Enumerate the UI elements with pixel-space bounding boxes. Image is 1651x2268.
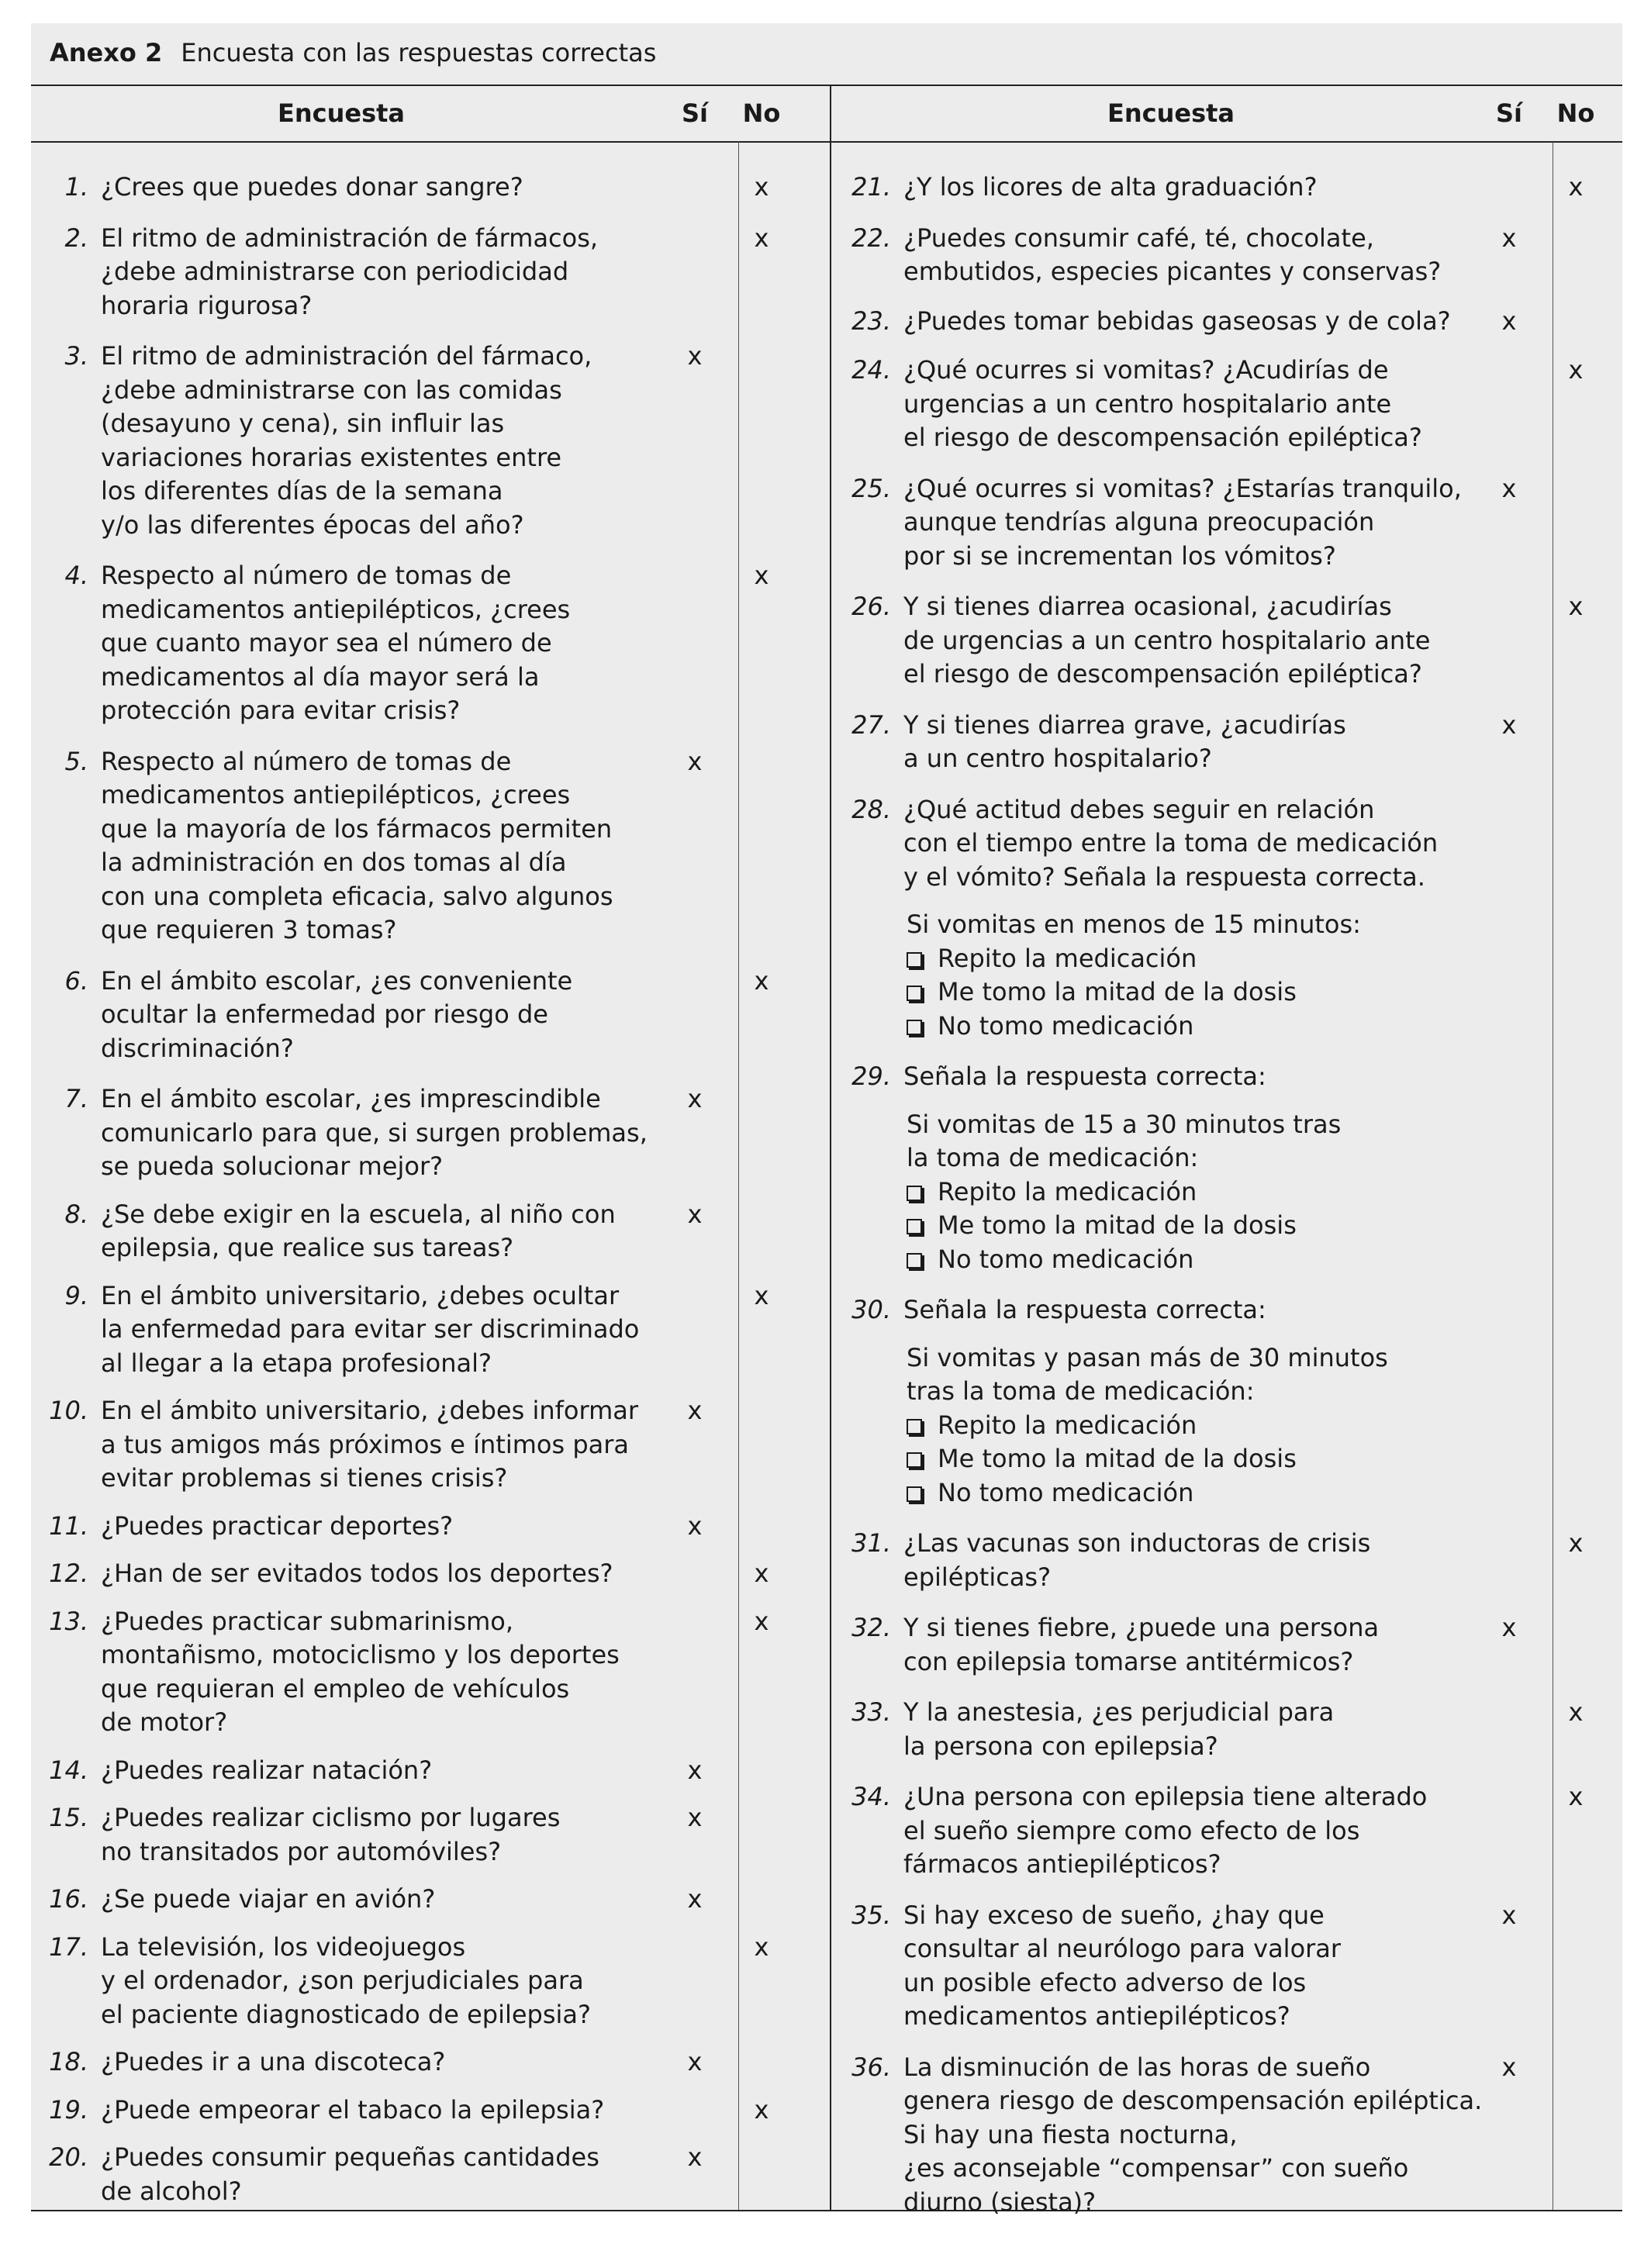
question-text xyxy=(101,965,807,1066)
question-text-line: Y si tienes diarrea grave, ¿acudirías xyxy=(903,709,1346,740)
question-text-line: ¿Puedes realizar ciclismo por lugares xyxy=(101,1803,561,1832)
question-number: 30. xyxy=(851,1295,891,1324)
question-text-line: horaria rigurosa? xyxy=(101,290,313,320)
question-text-line: que cuanto mayor sea el número de xyxy=(101,628,552,658)
si-mark: x xyxy=(687,1084,703,1113)
option-item xyxy=(907,1409,1622,1443)
no-mark: x xyxy=(1568,1528,1584,1558)
question-text-line: ¿Puedes realizar natación? xyxy=(101,1755,433,1785)
question-number: 28. xyxy=(851,794,891,824)
question-number: 14. xyxy=(49,1755,88,1785)
question-text-line: ¿Puedes tomar bebidas gaseosas y de cola? xyxy=(903,306,1451,336)
si-mark: x xyxy=(687,1199,703,1229)
option-item xyxy=(907,1442,1622,1476)
question-number: 26. xyxy=(851,592,891,621)
option-label: Repito la medicación xyxy=(938,1176,1197,1206)
question-row xyxy=(31,2045,807,2080)
left-question-column xyxy=(31,171,807,2208)
question-number: 34. xyxy=(851,1782,891,1811)
question-text-line: En el ámbito escolar, ¿es imprescindible xyxy=(101,1084,601,1113)
question-text xyxy=(903,793,1622,895)
question-text-line: Si hay exceso de sueño, ¿hay que xyxy=(903,1900,1325,1930)
question-number: 31. xyxy=(851,1528,891,1558)
question-text-line: un posible efecto adverso de los xyxy=(903,1967,1307,1997)
question-text-line: ¿Una persona con epilepsia tiene alterado xyxy=(903,1782,1428,1811)
question-row xyxy=(834,1060,1622,1276)
si-mark: x xyxy=(1501,2052,1517,2082)
question-text-line: urgencias a un centro hospitalario ante xyxy=(903,388,1392,419)
question-number: 33. xyxy=(851,1697,891,1727)
question-number: 17. xyxy=(49,1931,88,1962)
question-text xyxy=(101,1557,807,1591)
header-encuesta-right: Encuesta xyxy=(1107,98,1235,128)
no-mark: x xyxy=(754,965,769,996)
question-text xyxy=(903,1527,1622,1594)
question-row xyxy=(31,171,807,205)
question-text-line: ¿Puedes practicar deportes? xyxy=(101,1510,454,1541)
question-row xyxy=(31,1279,807,1381)
header-no-left: No xyxy=(742,98,781,128)
sub-question-line: Si vomitas en menos de 15 minutos: xyxy=(907,910,1361,939)
header-si-right: Sí xyxy=(1495,98,1522,128)
option-label: Me tomo la mitad de la dosis xyxy=(938,1444,1297,1473)
question-text-line: la enfermedad para evitar ser discriminado xyxy=(101,1314,640,1344)
question-text-line: discriminación? xyxy=(101,1033,294,1063)
question-text-line: por si se incrementan los vómitos? xyxy=(903,540,1336,571)
question-text-line: La disminución de las horas de sueño xyxy=(903,2052,1371,2082)
question-row xyxy=(31,965,807,1066)
no-mark: x xyxy=(754,1559,769,1588)
question-text-line: variaciones horarias existentes entre xyxy=(101,442,562,472)
question-number: 23. xyxy=(851,306,891,336)
question-text xyxy=(101,1605,807,1740)
question-row xyxy=(834,1696,1622,1763)
option-label: No tomo medicación xyxy=(938,1477,1194,1507)
si-mark: x xyxy=(687,1396,703,1425)
question-text-line: ¿Qué ocurres si vomitas? ¿Estarías tranquilo, xyxy=(903,473,1462,503)
question-text-line: con el tiempo entre la toma de medicación xyxy=(903,828,1439,858)
question-number: 12. xyxy=(49,1559,88,1588)
question-number: 20. xyxy=(49,2142,88,2172)
question-row xyxy=(31,1931,807,2032)
question-row xyxy=(31,1394,807,1496)
no-mark: x xyxy=(1568,592,1584,621)
question-row xyxy=(834,171,1622,205)
question-row xyxy=(31,1557,807,1591)
table-container xyxy=(31,23,1622,2217)
question-text-line: ¿debe administrarse con las comidas xyxy=(101,375,562,405)
question-number: 15. xyxy=(49,1803,88,1832)
no-mark: x xyxy=(1568,172,1584,202)
question-text-line: Y la anestesia, ¿es perjudicial para xyxy=(903,1697,1335,1727)
checkbox-icon xyxy=(907,952,922,968)
si-mark: x xyxy=(687,746,703,776)
question-row xyxy=(834,1527,1622,1594)
question-text-line: la administración en dos tomas al día xyxy=(101,847,567,877)
question-row xyxy=(834,709,1622,776)
question-text-line: ¿Qué ocurres si vomitas? ¿Acudirías de xyxy=(903,355,1389,385)
question-row xyxy=(834,1780,1622,1882)
header-top-rule xyxy=(31,85,1622,86)
option-label: Repito la medicación xyxy=(938,943,1197,973)
question-number: 3. xyxy=(64,341,88,371)
question-number: 16. xyxy=(49,1884,88,1914)
question-text xyxy=(903,1696,1622,1763)
question-number: 29. xyxy=(851,1062,891,1091)
question-text-line: se pueda solucionar mejor? xyxy=(101,1151,444,1181)
question-row xyxy=(31,1198,807,1265)
question-text-line: de urgencias a un centro hospitalario ante xyxy=(903,625,1431,655)
question-text-line: diurno (siesta)? xyxy=(903,2187,1097,2217)
question-text-line: En el ámbito escolar, ¿es conveniente xyxy=(101,965,573,996)
question-row xyxy=(31,2094,807,2128)
checkbox-icon xyxy=(907,1020,922,1035)
question-text-line: ¿Se debe exigir en la escuela, al niño con xyxy=(101,1199,616,1229)
question-text-line: Si hay una fiesta nocturna, xyxy=(903,2119,1238,2149)
question-text-line: el sueño siempre como efecto de los xyxy=(903,1815,1360,1845)
question-text-line: ¿debe administrarse con periodicidad xyxy=(101,257,569,286)
question-row xyxy=(31,1082,807,1184)
question-text-line: En el ámbito universitario, ¿debes informar xyxy=(101,1396,638,1425)
question-number: 7. xyxy=(64,1084,88,1113)
question-number: 19. xyxy=(49,2094,88,2125)
question-number: 18. xyxy=(49,2047,88,2076)
question-number: 6. xyxy=(64,965,88,996)
question-text-line: ¿Qué actitud debes seguir en relación xyxy=(903,794,1375,824)
question-row xyxy=(31,1754,807,1788)
no-mark: x xyxy=(754,1280,769,1310)
question-row xyxy=(31,222,807,323)
option-item xyxy=(907,942,1622,976)
question-number: 24. xyxy=(851,355,891,385)
si-mark: x xyxy=(1501,1613,1517,1642)
question-text-line: ¿es aconsejable “compensar” con sueño xyxy=(903,2153,1409,2183)
question-text-line: evitar problemas si tienes crisis? xyxy=(101,1463,508,1493)
question-text-line: ¿Y los licores de alta graduación? xyxy=(903,172,1318,202)
no-mark: x xyxy=(1568,1782,1584,1811)
option-item xyxy=(907,1209,1622,1243)
question-row xyxy=(31,1801,807,1869)
si-mark: x xyxy=(687,1803,703,1832)
question-text-line: embutidos, especies picantes y conservas? xyxy=(903,257,1442,286)
question-text-line: ¿Han de ser evitados todos los deportes? xyxy=(101,1559,613,1588)
question-number: 11. xyxy=(49,1510,88,1541)
header-si-left: Sí xyxy=(681,98,708,128)
question-row xyxy=(834,1293,1622,1510)
question-text-line: y el ordenador, ¿son perjudiciales para xyxy=(101,1966,584,1995)
question-row xyxy=(31,340,807,542)
si-mark: x xyxy=(687,2142,703,2172)
table-caption xyxy=(50,31,656,74)
question-number: 32. xyxy=(851,1613,891,1642)
checkbox-icon xyxy=(907,1253,922,1269)
question-text xyxy=(903,1293,1622,1327)
question-text xyxy=(903,171,1622,205)
question-number: 36. xyxy=(851,2052,891,2082)
question-text-line: ¿Puedes practicar submarinismo, xyxy=(101,1606,514,1636)
question-text-line: que la mayoría de los fármacos permiten xyxy=(101,813,613,844)
question-number: 2. xyxy=(64,223,88,253)
question-row xyxy=(31,1605,807,1740)
question-text-line: de alcohol? xyxy=(101,2176,242,2206)
question-text-line: ¿Puedes consumir pequeñas cantidades xyxy=(101,2142,599,2172)
question-row xyxy=(834,2051,1622,2220)
question-text xyxy=(903,1780,1622,1882)
no-mark: x xyxy=(1568,1697,1584,1727)
question-number: 35. xyxy=(851,1900,891,1930)
question-text-line: (desayuno y cena), sin influir las xyxy=(101,409,505,438)
sub-question-line: tras la toma de medicación: xyxy=(907,1376,1255,1406)
question-row xyxy=(834,1611,1622,1679)
no-mark: x xyxy=(754,561,769,590)
question-text-line: los diferentes días de la semana xyxy=(101,476,503,506)
question-row xyxy=(31,2141,807,2208)
option-label: Repito la medicación xyxy=(938,1410,1197,1440)
question-number: 9. xyxy=(64,1280,88,1310)
question-text-line: ocultar la enfermedad por riesgo de xyxy=(101,999,548,1029)
si-mark: x xyxy=(1501,306,1517,336)
sub-question-line: Si vomitas y pasan más de 30 minutos xyxy=(907,1342,1388,1372)
option-item xyxy=(907,1243,1622,1277)
question-text-line: ¿Las vacunas son inductoras de crisis xyxy=(903,1528,1371,1558)
checkbox-icon xyxy=(907,1486,922,1502)
caption-label: Anexo 2 xyxy=(50,38,163,67)
no-mark: x xyxy=(1568,355,1584,385)
question-text-line: a tus amigos más próximos e íntimos para xyxy=(101,1429,630,1459)
question-text-line: Respecto al número de tomas de xyxy=(101,561,512,590)
question-text xyxy=(101,2094,807,2128)
question-text-line: ¿Puedes ir a una discoteca? xyxy=(101,2047,446,2076)
question-text-line: Señala la respuesta correcta: xyxy=(903,1295,1266,1324)
option-label: Me tomo la mitad de la dosis xyxy=(938,977,1297,1006)
question-text-line: fármacos antiepilépticos? xyxy=(903,1849,1221,1879)
question-text-line: ¿Se puede viajar en avión? xyxy=(101,1884,436,1914)
question-number: 10. xyxy=(49,1396,88,1425)
question-text-line: El ritmo de administración de fármacos, xyxy=(101,223,599,253)
question-text-line: La televisión, los videojuegos xyxy=(101,1931,466,1962)
question-text-line: epilépticas? xyxy=(903,1562,1052,1592)
question-number: 25. xyxy=(851,473,891,503)
option-item xyxy=(907,1010,1622,1044)
question-text-line: y el vómito? Señala la respuesta correcta. xyxy=(903,861,1425,892)
question-number: 13. xyxy=(49,1606,88,1636)
question-text-line: medicamentos antiepilépticos, ¿crees xyxy=(101,780,571,810)
question-row xyxy=(31,745,807,948)
column-divider xyxy=(830,85,831,2211)
question-text-line: ¿Puedes consumir café, té, chocolate, xyxy=(903,223,1374,253)
si-mark: x xyxy=(687,341,703,371)
question-row xyxy=(834,1899,1622,2034)
question-text xyxy=(101,171,807,205)
question-text xyxy=(101,1931,807,2032)
checkbox-icon xyxy=(907,1452,922,1468)
question-number: 27. xyxy=(851,709,891,740)
question-text xyxy=(101,559,807,728)
checkbox-icon xyxy=(907,986,922,1001)
option-label: No tomo medicación xyxy=(938,1010,1194,1041)
no-mark: x xyxy=(754,1931,769,1962)
right-question-column xyxy=(834,171,1622,2219)
question-text-line: al llegar a la etapa profesional? xyxy=(101,1348,492,1378)
question-text-line: El ritmo de administración del fármaco, xyxy=(101,341,592,371)
answer-options xyxy=(907,1108,1622,1277)
question-number: 8. xyxy=(64,1199,88,1229)
question-text-line: con una completa eficacia, salvo algunos xyxy=(101,881,613,911)
question-row xyxy=(834,305,1622,339)
si-mark: x xyxy=(687,1884,703,1914)
si-mark: x xyxy=(1501,223,1517,253)
si-mark: x xyxy=(687,1510,703,1541)
question-text-line: no transitados por automóviles? xyxy=(101,1836,502,1866)
question-row xyxy=(834,472,1622,574)
question-text-line: medicamentos antiepilépticos, ¿crees xyxy=(101,594,571,624)
question-number: 4. xyxy=(64,561,88,590)
option-label: No tomo medicación xyxy=(938,1244,1194,1274)
question-number: 21. xyxy=(851,172,891,202)
si-mark: x xyxy=(687,2047,703,2076)
si-mark: x xyxy=(1501,473,1517,503)
question-text-line: medicamentos antiepilépticos? xyxy=(903,2001,1290,2031)
question-text-line: medicamentos al día mayor será la xyxy=(101,661,540,692)
sub-question-line: Si vomitas de 15 a 30 minutos tras xyxy=(907,1109,1342,1139)
no-mark: x xyxy=(754,172,769,202)
header-encuesta-left: Encuesta xyxy=(277,98,406,128)
question-text-line: comunicarlo para que, si surgen problemas, xyxy=(101,1117,648,1148)
question-text-line: montañismo, motociclismo y los deportes xyxy=(101,1640,620,1669)
question-text xyxy=(903,1060,1622,1094)
answer-options xyxy=(907,908,1622,1043)
question-text-line: con epilepsia tomarse antitérmicos? xyxy=(903,1646,1354,1676)
si-mark: x xyxy=(1501,1900,1517,1930)
si-mark: x xyxy=(687,1755,703,1785)
checkbox-icon xyxy=(907,1219,922,1234)
question-number: 1. xyxy=(64,172,88,202)
question-text xyxy=(101,222,807,323)
option-item xyxy=(907,1175,1622,1210)
header-no-right: No xyxy=(1556,98,1595,128)
answer-options xyxy=(907,1341,1622,1510)
no-mark: x xyxy=(754,2094,769,2125)
no-mark: x xyxy=(754,1606,769,1636)
question-row xyxy=(31,1883,807,1917)
question-text-line: Señala la respuesta correcta: xyxy=(903,1062,1266,1091)
caption-title: Encuesta con las respuestas correctas xyxy=(181,38,657,67)
question-text-line: que requieren 3 tomas? xyxy=(101,915,397,944)
question-text-line: Respecto al número de tomas de xyxy=(101,746,512,776)
question-text-line: aunque tendrías alguna preocupación xyxy=(903,507,1375,537)
si-mark: x xyxy=(1501,709,1517,740)
question-row xyxy=(834,590,1622,692)
question-text xyxy=(903,354,1622,455)
option-label: Me tomo la mitad de la dosis xyxy=(938,1210,1297,1240)
question-text-line: protección para evitar crisis? xyxy=(101,696,461,725)
question-text-line: En el ámbito universitario, ¿debes ocultar xyxy=(101,1280,620,1310)
question-row xyxy=(834,222,1622,289)
question-number: 22. xyxy=(851,223,891,253)
question-row xyxy=(834,793,1622,1044)
question-text xyxy=(903,590,1622,692)
question-text-line: el paciente diagnosticado de epilepsia? xyxy=(101,1999,591,2029)
sub-question-line: la toma de medicación: xyxy=(907,1143,1199,1172)
question-text-line: la persona con epilepsia? xyxy=(903,1731,1218,1761)
question-text-line: consultar al neurólogo para valorar xyxy=(903,1934,1342,1963)
option-item xyxy=(907,1476,1622,1510)
checkbox-icon xyxy=(907,1419,922,1434)
question-number: 5. xyxy=(64,746,88,776)
question-text-line: el riesgo de descompensación epiléptica? xyxy=(903,659,1422,689)
no-mark: x xyxy=(754,223,769,253)
question-text-line: epilepsia, que realice sus tareas? xyxy=(101,1233,514,1262)
question-text-line: de motor? xyxy=(101,1707,228,1737)
question-text-line: y/o las diferentes épocas del año? xyxy=(101,509,524,540)
question-text-line: ¿Puede empeorar el tabaco la epilepsia? xyxy=(101,2094,605,2125)
question-text-line: el riesgo de descompensación epiléptica? xyxy=(903,423,1422,452)
header-bottom-rule xyxy=(31,141,1622,143)
question-row xyxy=(834,354,1622,455)
question-text-line: que requieran el empleo de vehículos xyxy=(101,1673,570,1704)
question-row xyxy=(31,559,807,728)
question-text xyxy=(101,1279,807,1381)
checkbox-icon xyxy=(907,1186,922,1201)
question-text-line: ¿Crees que puedes donar sangre? xyxy=(101,172,523,202)
question-text-line: Y si tienes fiebre, ¿puede una persona xyxy=(903,1613,1380,1642)
question-text-line: a un centro hospitalario? xyxy=(903,744,1212,773)
question-row xyxy=(31,1510,807,1544)
question-text-line: Y si tienes diarrea ocasional, ¿acudirías xyxy=(903,592,1392,621)
question-text-line: genera riesgo de descompensación epiléptica. xyxy=(903,2086,1483,2115)
option-item xyxy=(907,975,1622,1010)
